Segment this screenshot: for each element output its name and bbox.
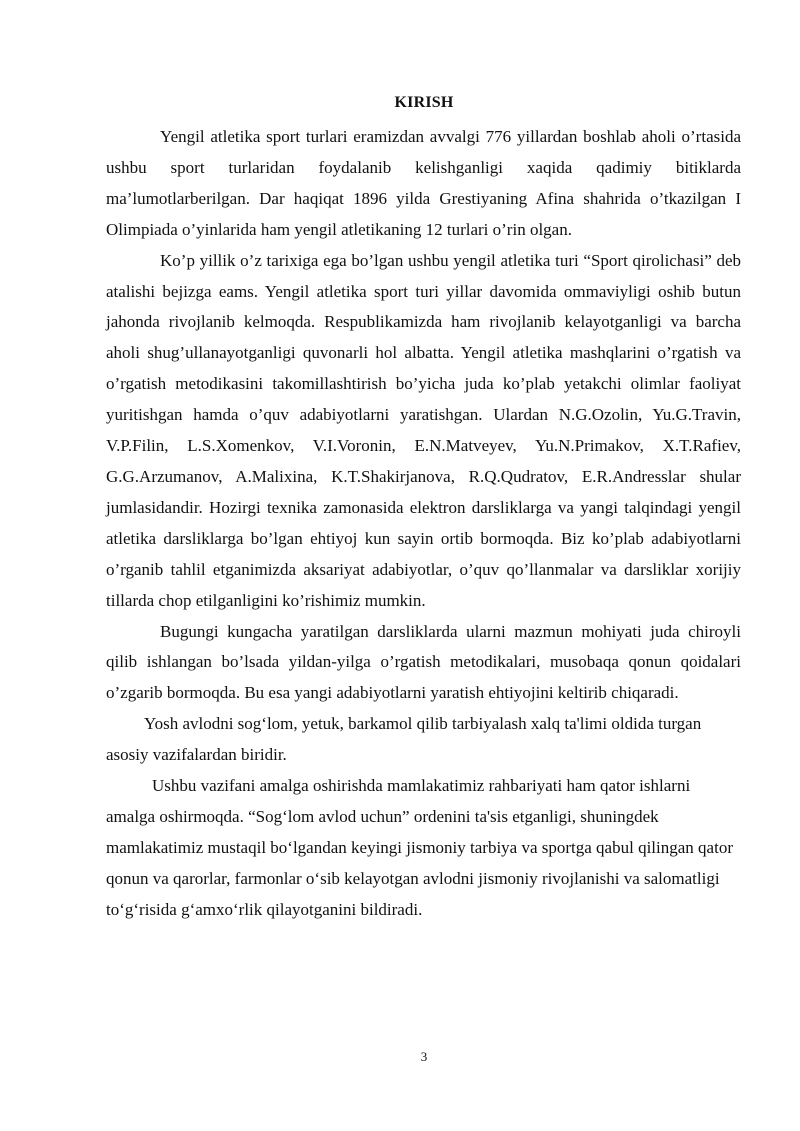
page-number: 3 — [420, 1049, 428, 1064]
paragraph-4: Yosh avlodni sog‘lom, yetuk, barkamol qilib tarbiyalash xalq ta'limi oldida turgan asosiy vazifalardan biridir. — [106, 714, 702, 765]
paragraph-1: Yengil atletika sport turlari eramizdan avvalgi 776 yillardan boshlab aholi o’rtasida ushbu sport turlaridan foydalanib kelishganligi xaqida qadimiy bitiklarda ma’lumotlarberilgan. Dar haqiqat 1896 yilda Grestiyaning Afina shahrida o’tkazilgan I Olimpiada o’yinlarida ham yengil atletikaning 12 turlari o’rin olgan. — [106, 127, 741, 239]
paragraph-3: Bugungi kungacha yaratilgan darsliklarda ularni mazmun mohiyati juda chiroyli qilib ishlangan bo’lsada yildan-yilga o’rgatish metodikalari, musobaqa qonun qoidalari o’zgarib bormoqda. Bu esa yangi adabiyotlarni yaratish ehtiyojini keltirib chiqaradi. — [106, 621, 741, 703]
paragraph-2: Ko’p yillik o’z tarixiga ega bo’lgan ushbu yengil atletika turi “Sport qirolichasi” deb atalishi bejizga eams. Yengil atletika sport turi yillar davomida ommaviyligi oshib butun jahonda rivojlanib kelmoqda. Respublikamizda ham rivojlanib kelayotganligi va barcha aholi shug’ullanayotganligi quvonarli hol albatta. Yengil atletika mashqlarini o’rgatish va o’rgatish metodikasini takomillashtirish bo’yicha juda ko’plab yetakchi olimlar faoliyat yuritishgan hamda o’quv adabiyotlarni yaratishgan. Ulardan N.G.Ozolin, Yu.G.Travin, V.P.Filin, L.S.Xomenkov, V.I.Voronin, E.N.Matveyev, Yu.N.Primakov, X.T.Rafiev, G.G.Arzumanov, A.Malixina, K.T.Shakirjanova, R.Q.Qudratov, E.R.Andresslar shular jumlasidandir. Hozirgi texnika zamonasida elektron darsliklarga va yangi talqindagi yengil atletika darsliklarga bo’lgan ehtiyoj kun sayin ortib bormoqda. Biz ko’plab adabiyotlarni o’rganib tahlil etganimizda aksariyat adabiyotlar, o’quv qo’llanmalar va darsliklar xorijiy tillarda chop etilganligini ko’rishimiz mumkin. — [106, 250, 741, 610]
paragraph-5: Ushbu vazifani amalga oshirishda mamlakatimiz rahbariyati ham qator ishlarni amalga oshirmoqda. “Sog‘lom avlod uchun” ordenini ta'sis etganligi, shuningdek mamlakatimiz mustaqil bo‘lgandan keyingi jismoniy tarbiya va sportga qabul qilingan qator qonun va qarorlar, farmonlar o‘sib kelayotgan avlodni jismoniy rivojlanishi va salomatligi to‘g‘risida g‘amxo‘rlik qilayotganini bildiradi. — [106, 776, 733, 919]
body-text — [106, 122, 741, 926]
page-title: KIRISH — [394, 94, 454, 111]
